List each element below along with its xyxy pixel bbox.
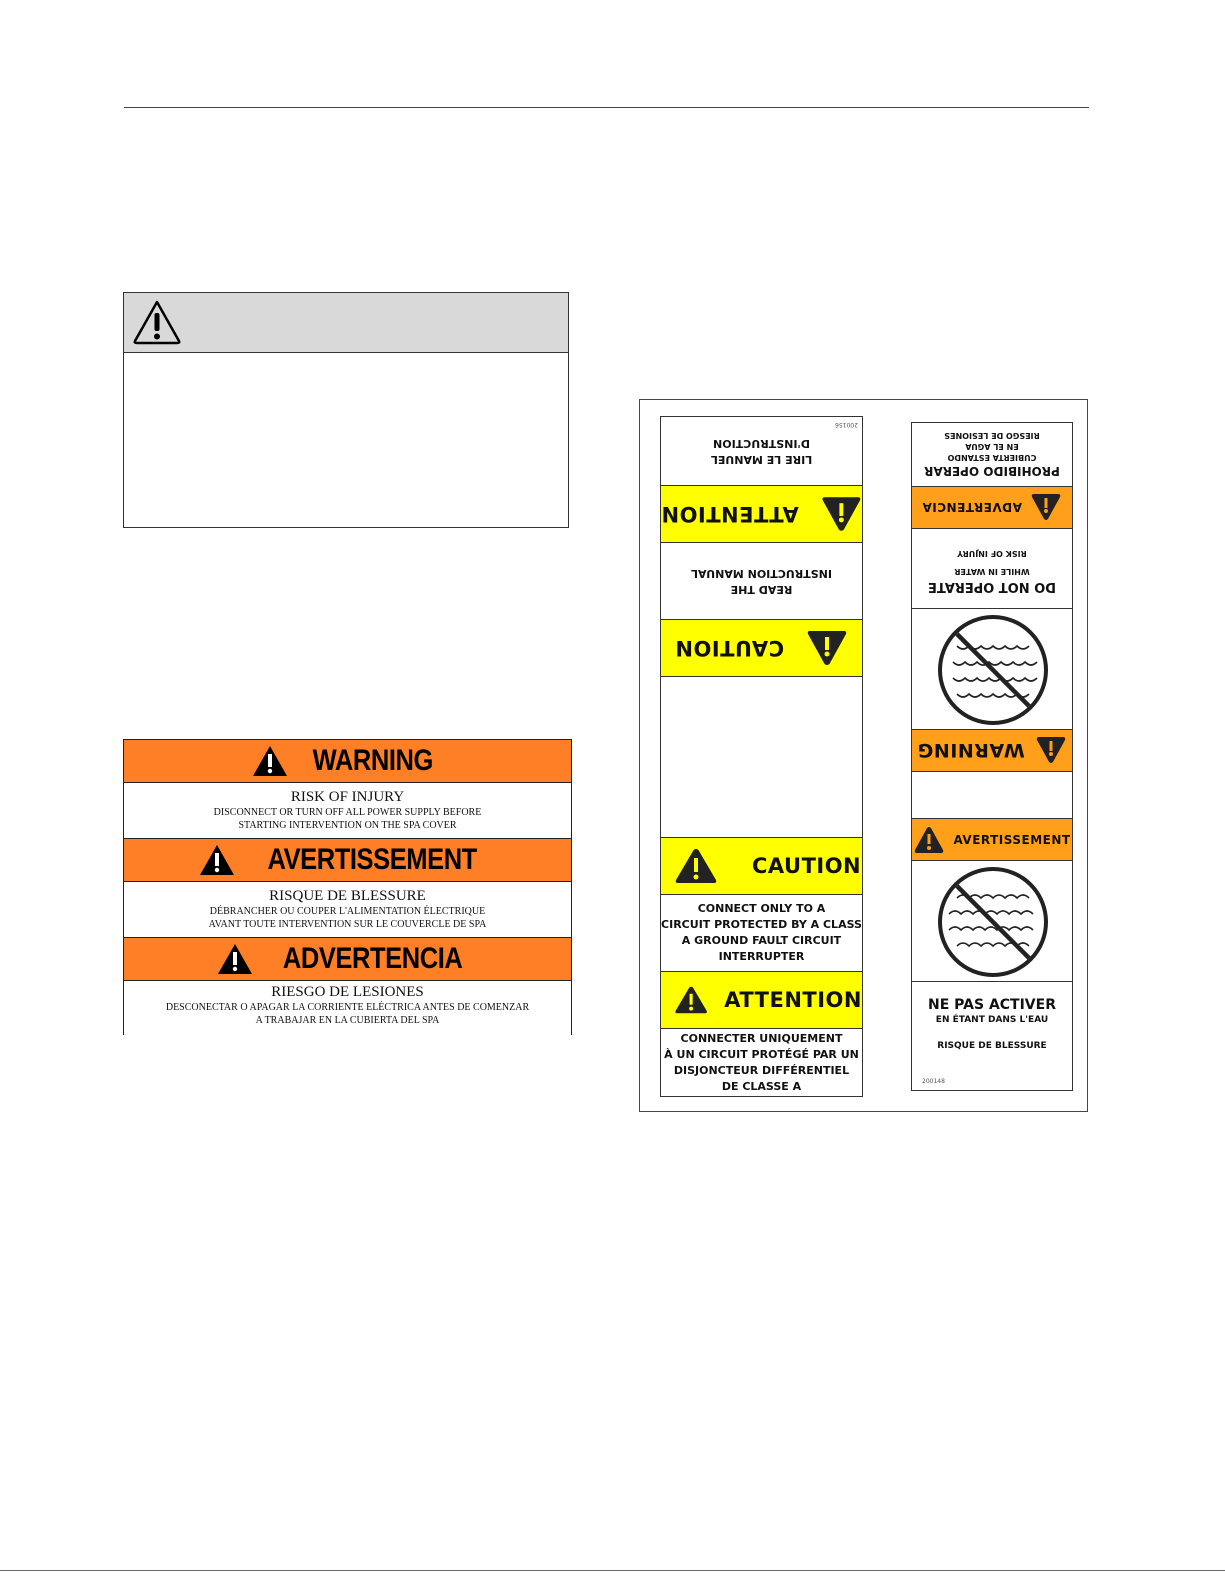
read-manual-section <box>661 543 862 620</box>
read-line1: READ THE <box>730 583 793 596</box>
lire-line1: LIRE LE MANUEL <box>710 453 813 466</box>
right-decal-code: 200148 <box>922 1078 945 1085</box>
no-operation-in-water-icon <box>935 866 1051 978</box>
avertissement-orange-band <box>912 819 1072 861</box>
caution-band <box>661 838 862 895</box>
connecter-line4: DE CLASSE A <box>721 1079 802 1093</box>
avertissement-heading: AVERTISSEMENT <box>267 843 478 876</box>
exclamation-triangle-icon <box>199 844 235 876</box>
riesgo-text: RIESGO DE LESIONES <box>944 431 1040 441</box>
footer-rule <box>0 1570 1225 1571</box>
warning-heading: WARNING <box>312 744 433 777</box>
prohibido-section <box>912 423 1072 487</box>
warning-title: RISK OF INJURY <box>290 789 405 805</box>
safety-callout <box>123 292 569 528</box>
exclamation-triangle-icon <box>913 826 945 854</box>
do-not-operate-section <box>912 529 1072 609</box>
advertencia-line1: DESCONECTAR O APAGAR LA CORRIENTE ELÉCTRICA ANTES DE COMENZAR <box>165 1002 530 1013</box>
advertencia-body <box>124 981 571 1036</box>
right-decal-strip <box>911 422 1073 1091</box>
read-line2: INSTRUCTION MANUAL <box>691 567 832 580</box>
en-etant-text: EN ÉTANT DANS L'EAU <box>935 1015 1049 1025</box>
connect-section <box>661 895 862 972</box>
attention-flipped-band <box>661 486 862 543</box>
do-not-operate-text: DO NOT OPERATE <box>928 579 1056 595</box>
warning-triangle-icon <box>132 299 182 345</box>
avertissement-line1: DÉBRANCHER OU COUPER L'ALIMENTATION ÉLECTRIQUE <box>209 906 486 917</box>
connecter-line2: À UN CIRCUIT PROTÉGÉ PAR UN <box>664 1047 859 1061</box>
advertencia-heading: ADVERTENCIA <box>282 942 463 975</box>
no-water-symbol-section-2 <box>912 861 1072 982</box>
advertencia-band <box>124 938 571 981</box>
warning-line2: STARTING INTERVENTION ON THE SPA COVER <box>238 820 457 831</box>
info-triangle-icon <box>1030 494 1062 522</box>
decal-figure <box>639 399 1088 1112</box>
prohibido-sub2: EN EL AGUA <box>965 442 1019 452</box>
header-rule <box>124 107 1089 108</box>
blank-section <box>661 677 862 838</box>
blank-right-section <box>912 772 1072 819</box>
info-triangle-icon <box>821 495 862 533</box>
exclamation-triangle-icon <box>674 847 718 885</box>
ne-pas-activer-section <box>912 982 1072 1090</box>
exclamation-triangle-icon <box>674 981 708 1019</box>
caution-flipped-band <box>661 620 862 677</box>
callout-header <box>124 293 568 353</box>
caution-text: CAUTION <box>752 854 862 878</box>
attention-flipped-text: ATTENTION <box>661 502 799 526</box>
connect-line4: INTERRUPTER <box>718 950 805 963</box>
lire-section <box>661 417 862 486</box>
exclamation-triangle-icon <box>217 943 253 975</box>
ne-pas-activer-text: NE PAS ACTIVER <box>928 997 1056 1013</box>
warning-flipped-band <box>912 730 1072 772</box>
advertencia-flipped-text: ADVERTENCIA <box>922 500 1022 515</box>
connecter-section <box>661 1029 862 1096</box>
cover-warning-label <box>123 739 572 1035</box>
advertencia-line2: A TRABAJAR EN LA CUBIERTA DEL SPA <box>255 1015 440 1026</box>
avertissement-title: RISQUE DE BLESSURE <box>269 888 426 904</box>
exclamation-triangle-icon <box>252 745 288 777</box>
no-water-symbol-section <box>912 609 1072 730</box>
warning-body <box>124 783 571 839</box>
advertencia-flipped-band <box>912 487 1072 529</box>
info-triangle-icon <box>806 629 848 667</box>
connect-line3: A GROUND FAULT CIRCUIT <box>681 934 842 947</box>
no-operation-in-water-icon <box>935 614 1051 726</box>
advertencia-title: RIESGO DE LESIONES <box>271 984 424 1000</box>
left-decal-code: 200156 <box>835 421 858 428</box>
connecter-line1: CONNECTER UNIQUEMENT <box>680 1031 843 1045</box>
avertissement-line2: AVANT TOUTE INTERVENTION SUR LE COUVERCLE DE SPA <box>208 919 487 930</box>
avertissement-band <box>124 839 571 882</box>
connect-line2: CIRCUIT PROTECTED BY A CLASS <box>661 918 862 931</box>
attention-text: ATTENTION <box>724 988 862 1012</box>
connect-line1: CONNECT ONLY TO A <box>697 902 826 915</box>
while-in-water-text: WHILE IN WATER <box>954 567 1030 577</box>
attention-band <box>661 972 862 1029</box>
risque-de-blessure-text: RISQUE DE BLESSURE <box>937 1041 1047 1051</box>
info-triangle-icon <box>1035 737 1067 765</box>
avertissement-body <box>124 882 571 938</box>
caution-flipped-text: CAUTION <box>674 636 785 660</box>
lire-line2: D'INSTRUCTION <box>713 437 810 450</box>
prohibido-sub1: CUBIERTA ESTANDO <box>947 453 1037 463</box>
prohibido-title: PROHIBIDO OPERAR <box>924 464 1060 479</box>
warning-line1: DISCONNECT OR TURN OFF ALL POWER SUPPLY BEFORE <box>213 807 482 818</box>
warning-band <box>124 740 571 783</box>
warning-flipped-text: WARNING <box>917 739 1025 762</box>
risk-of-injury-text: RISK OF INJURY <box>957 549 1027 559</box>
connecter-line3: DISJONCTEUR DIFFÉRENTIEL <box>673 1063 850 1077</box>
avertissement-orange-text: AVERTISSEMENT <box>953 832 1071 847</box>
left-decal-strip <box>660 416 863 1097</box>
